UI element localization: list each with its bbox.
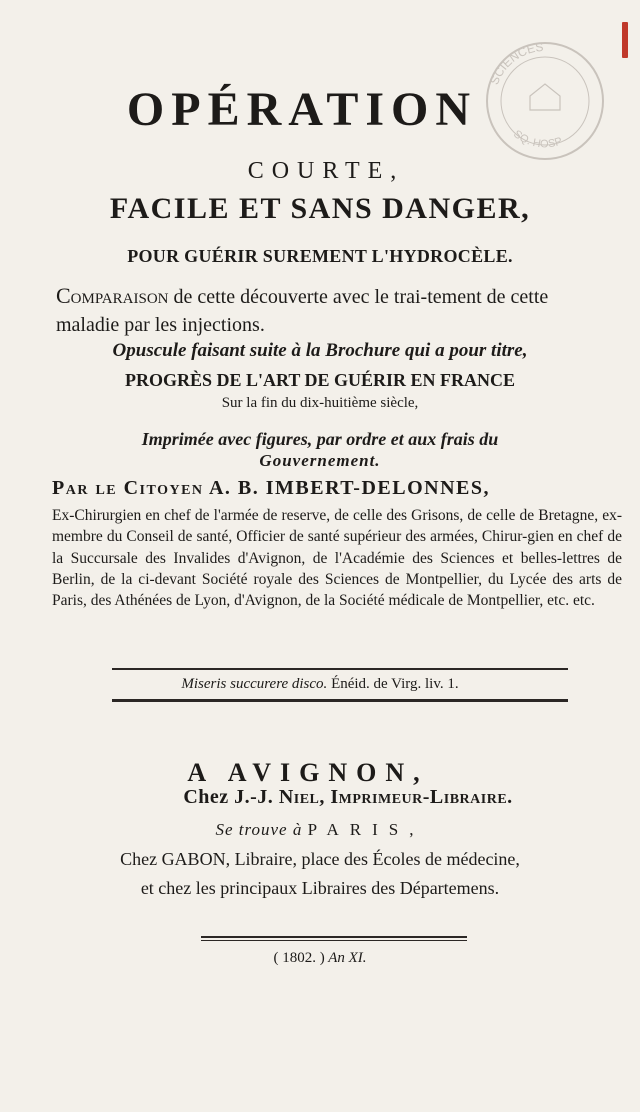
comparison-paragraph bbox=[56, 282, 596, 339]
rule-top-quote bbox=[112, 668, 568, 670]
author-name: A. B. IMBERT-DELONNES, bbox=[203, 477, 490, 499]
stamp-text-bottom: SQ. HOSP bbox=[511, 128, 564, 151]
date-year: ( 1802. ) bbox=[273, 950, 325, 966]
printer-line bbox=[28, 786, 640, 809]
place-avignon: A AVIGNON, bbox=[187, 758, 429, 787]
title-facile: FACILE ET SANS DANGER, bbox=[109, 192, 531, 225]
epigraph-latin: Miseris succurere disco. bbox=[181, 676, 328, 692]
paris-line bbox=[0, 820, 640, 840]
comparison-lead: Comparaison bbox=[56, 283, 169, 308]
title-courte: COURTE, bbox=[247, 158, 405, 184]
svg-text:SCIENCES bbox=[487, 40, 544, 87]
date-line bbox=[0, 950, 640, 967]
gabon-line: Chez GABON, Libraire, place des Écoles de médecine, bbox=[120, 849, 520, 869]
stamp-text-top: SCIENCES bbox=[487, 39, 545, 87]
author-prefix: Par le Citoyen bbox=[52, 477, 204, 499]
printer-prefix: Chez J.-J. bbox=[183, 786, 279, 808]
author-biography: Ex-Chirurgien en chef de l'armée de reserve, de celle des Grisons, de celle de Bretagne, ex-membre du Conseil de santé, Officier de santé supérieur des armées, Chirur-gien en chef de la Succursale des Invalides d'Avignon, de l'Académie des Sciences et belles-lettres de Berlin, de la ci-devant Société royale des Sciences de Montpellier, du Lycée des arts de Paris, des Athénées de Lyon, d'Avignon, de la Société médicale de Montpellier, etc. etc. bbox=[52, 507, 622, 610]
rule-bottom-quote bbox=[112, 699, 568, 702]
brochure-subtitle: Sur la fin du dix-huitième siècle, bbox=[221, 395, 419, 411]
title-operation: OPÉRATION bbox=[126, 83, 478, 136]
epigraph bbox=[0, 676, 640, 693]
rule-date-1 bbox=[201, 936, 467, 938]
principaux-line: et chez les principaux Libraires des Départemens. bbox=[140, 878, 500, 898]
printer-name: Niel, Imprimeur-Libraire. bbox=[278, 786, 513, 808]
brochure-title: PROGRÈS DE L'ART DE GUÉRIR EN FRANCE bbox=[124, 370, 516, 390]
paris-lead: Se trouve à bbox=[215, 820, 308, 839]
rule-date-2 bbox=[201, 940, 467, 941]
printed-line-2: Gouvernement. bbox=[259, 451, 381, 470]
printed-line-1: Imprimée avec figures, par ordre et aux frais du bbox=[141, 429, 499, 449]
epigraph-source: Énéid. de Virg. liv. 1. bbox=[327, 676, 459, 692]
title-purpose: POUR GUÉRIR SUREMENT L'HYDROCÈLE. bbox=[127, 246, 513, 266]
paris-city: PARIS, bbox=[307, 820, 425, 839]
author-line bbox=[52, 477, 490, 500]
red-margin-mark bbox=[622, 22, 628, 58]
comparison-text: de cette découverte avec le trai-tement de cette maladie par les injections. bbox=[56, 286, 549, 336]
opuscule-line: Opuscule faisant suite à la Brochure qui a pour titre, bbox=[112, 340, 528, 361]
date-an: An XI. bbox=[324, 950, 367, 966]
